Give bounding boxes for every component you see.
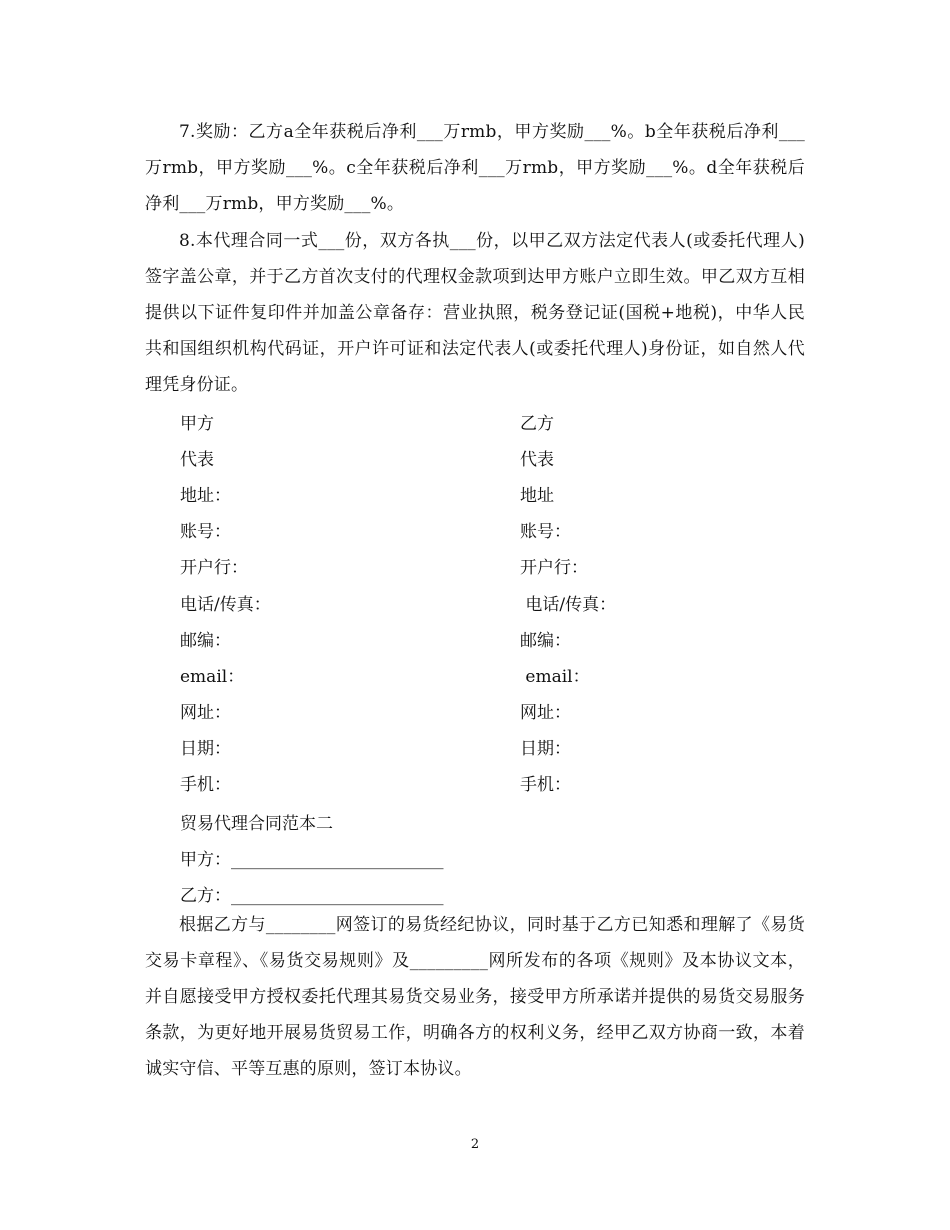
party-a-field: 账号： xyxy=(180,522,231,543)
signature-row xyxy=(180,512,820,548)
party-b-field: 地址 xyxy=(520,485,554,506)
signature-row xyxy=(180,765,820,801)
signature-row xyxy=(180,403,820,439)
party-a-field: 手机： xyxy=(180,775,231,796)
party-a-field: email： xyxy=(180,666,245,687)
party-a-field: 电话/传真： xyxy=(180,594,271,615)
party-b-line: 乙方：_________________________ xyxy=(180,886,444,906)
party-b-field: 手机： xyxy=(520,775,571,796)
party-a-field: 网址： xyxy=(180,703,231,724)
party-b-field: 日期： xyxy=(520,739,571,760)
signature-row xyxy=(180,656,820,692)
party-a-field: 代表 xyxy=(180,449,214,470)
party-b-field: 开户行： xyxy=(520,558,588,579)
signature-row xyxy=(180,729,820,765)
signature-row xyxy=(180,584,820,620)
party-a-line: 甲方：_________________________ xyxy=(180,850,444,870)
signature-row xyxy=(180,548,820,584)
page-number: 2 xyxy=(470,1137,480,1152)
party-a-field: 甲方 xyxy=(180,413,214,434)
signature-row xyxy=(180,439,820,475)
party-b-field: 账号： xyxy=(520,522,571,543)
signature-table xyxy=(180,403,820,801)
party-a-field: 邮编： xyxy=(180,630,231,651)
signature-row xyxy=(180,475,820,511)
clause-8-effectiveness: 8.本代理合同一式___份，双方各执___份，以甲乙双方法定代表人(或委托代理人)签字盖公章，并于乙方首次支付的代理权金款项到达甲方账户立即生效。甲乙双方互相提供以下证件复印件并加盖公章备存：营业执照，税务登记证(国税+地税)，中华人民共和国组织机构代码证，开户许可证和法定代表人(或委托代理人)身份证，如自然人代理凭身份证。 xyxy=(145,231,805,395)
section-title: 贸易代理合同范本二 xyxy=(180,814,333,834)
party-b-field: 代表 xyxy=(520,449,554,470)
clause-7-reward: 7.奖励：乙方a全年获税后净利___万rmb，甲方奖励___%。b全年获税后净利___万rmb，甲方奖励___%。c全年获税后净利___万rmb，甲方奖励___%。d全年获税后净利___万rmb，甲方奖励___%。 xyxy=(145,122,805,214)
party-b-field: 邮编： xyxy=(520,630,571,651)
signature-row xyxy=(180,620,820,656)
party-b-field: 网址： xyxy=(520,703,571,724)
signature-row xyxy=(180,693,820,729)
party-a-field: 地址： xyxy=(180,485,231,506)
party-b-field: 电话/传真： xyxy=(520,594,617,615)
party-a-field: 日期： xyxy=(180,739,231,760)
party-a-field: 开户行： xyxy=(180,558,248,579)
party-b-field: email： xyxy=(520,666,590,687)
party-b-field: 乙方 xyxy=(520,413,554,434)
agreement-intro: 根据乙方与________网签订的易货经纪协议，同时基于乙方已知悉和理解了《易货交易卡章程》、《易货交易规则》及_________网所发布的各项《规则》及本协议文本，并自愿接受甲方授权委托代理其易货交易业务，接受甲方所承诺并提供的易货交易服务条款，为更好地开展易货贸易工作，明确各方的权利义务，经甲乙双方协商一致，本着诚实守信、平等互惠的原则，签订本协议。 xyxy=(145,915,805,1079)
